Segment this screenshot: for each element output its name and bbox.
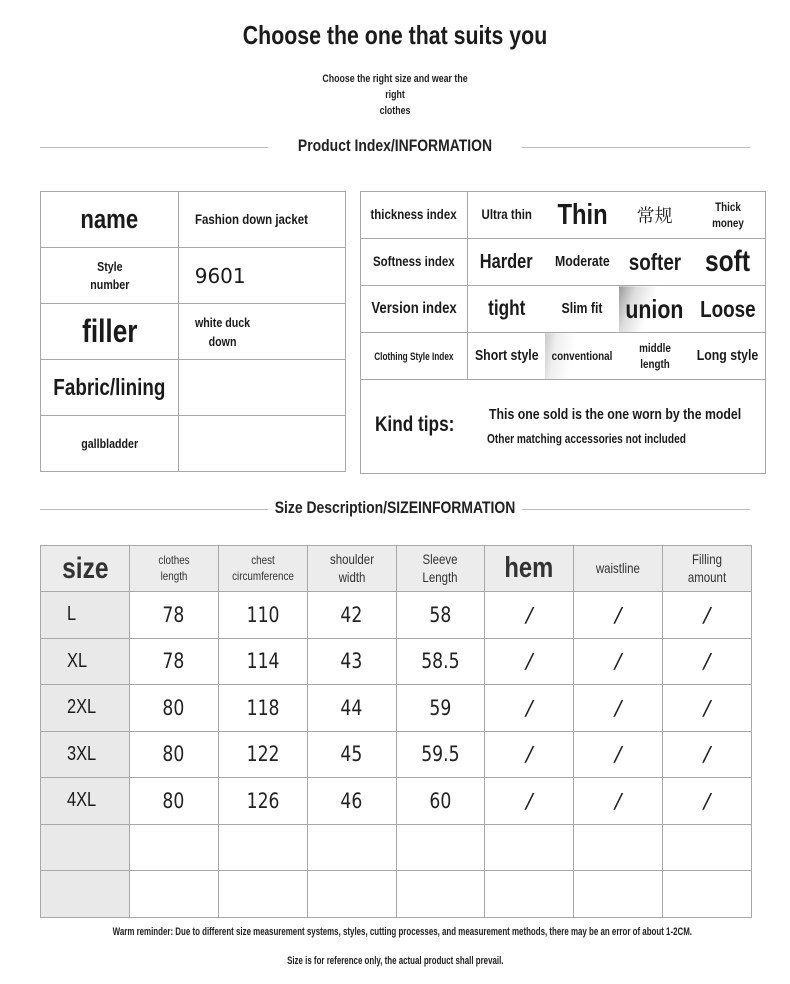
info-value — [178, 416, 345, 472]
index-option: Loose — [690, 286, 766, 333]
index-option: Moderate — [545, 239, 619, 286]
product-info-table — [40, 191, 346, 472]
value-cell: 122 — [218, 731, 307, 778]
index-option: Long style — [690, 333, 766, 380]
size-cell — [41, 824, 130, 871]
value-cell: 80 — [129, 685, 218, 732]
value-cell: / — [663, 731, 752, 778]
warm-reminder: Warm reminder: Due to different size measurement systems, styles, cutting processes, and measurement methods, there may be an error of about 1-2CM. — [112, 926, 693, 938]
table-row — [41, 778, 752, 825]
table-row — [41, 824, 752, 871]
value-cell: 42 — [307, 592, 396, 639]
column-header: waistline — [574, 546, 663, 592]
column-header: Sleeve Length — [396, 546, 485, 592]
info-label: Fabric/lining — [41, 360, 179, 416]
index-option: 常规 — [619, 192, 690, 239]
index-option: union — [619, 286, 690, 333]
section-heading: Size Description/SIZEINFORMATION — [274, 498, 516, 517]
size-chart-table — [40, 545, 752, 918]
value-cell: / — [485, 778, 574, 825]
index-option: tight — [467, 286, 545, 333]
info-value: white duck down — [178, 304, 345, 360]
value-cell: 78 — [129, 592, 218, 639]
table-row — [41, 416, 346, 472]
value-cell: 80 — [129, 731, 218, 778]
page-title: Choose the one that suits you — [242, 20, 548, 50]
table-row — [361, 239, 766, 286]
value-cell — [218, 824, 307, 871]
index-option: conventional — [545, 333, 619, 380]
value-cell: / — [574, 731, 663, 778]
value-cell: / — [574, 778, 663, 825]
info-value: Fashion down jacket — [178, 192, 345, 248]
value-cell: / — [663, 592, 752, 639]
table-row — [361, 333, 766, 380]
value-cell — [485, 824, 574, 871]
value-cell: 59.5 — [396, 731, 485, 778]
size-description-heading — [0, 498, 790, 522]
table-row — [41, 304, 346, 360]
index-label: thickness index — [361, 192, 468, 239]
product-index-heading — [0, 136, 790, 160]
kind-tips — [361, 380, 766, 474]
info-label: gallbladder — [41, 416, 179, 472]
size-cell: 3XL — [41, 731, 130, 778]
value-cell — [574, 824, 663, 871]
value-cell — [574, 871, 663, 918]
value-cell — [663, 824, 752, 871]
value-cell: 46 — [307, 778, 396, 825]
value-cell — [218, 871, 307, 918]
value-cell: / — [663, 778, 752, 825]
page-subtitle — [315, 71, 475, 119]
value-cell: 80 — [129, 778, 218, 825]
table-header-row — [41, 546, 752, 592]
value-cell: 126 — [218, 778, 307, 825]
value-cell — [307, 871, 396, 918]
index-option: Ultra thin — [467, 192, 545, 239]
index-label: Softness index — [361, 239, 468, 286]
table-row — [41, 731, 752, 778]
value-cell — [396, 871, 485, 918]
column-header: chest circumference — [218, 546, 307, 592]
size-cell: 2XL — [41, 685, 130, 732]
index-option: Thick money — [690, 192, 766, 239]
column-header: Filling amount — [663, 546, 752, 592]
subtitle-line-1: Choose the right size and wear the right — [322, 73, 468, 101]
product-index-table — [360, 191, 766, 474]
section-heading: Product Index/INFORMATION — [297, 136, 493, 155]
index-option: Short style — [467, 333, 545, 380]
info-label: Style number — [41, 248, 179, 304]
info-value: 9601 — [178, 248, 345, 304]
value-cell: / — [663, 638, 752, 685]
column-header: shoulder width — [307, 546, 396, 592]
value-cell: 45 — [307, 731, 396, 778]
column-header: size — [41, 546, 130, 592]
size-cell: XL — [41, 638, 130, 685]
table-row — [41, 192, 346, 248]
table-row — [41, 248, 346, 304]
value-cell: 43 — [307, 638, 396, 685]
value-cell: 114 — [218, 638, 307, 685]
kind-tips-line-2: Other matching accessories not included — [487, 431, 686, 446]
table-row — [361, 380, 766, 474]
value-cell — [129, 871, 218, 918]
table-row — [361, 286, 766, 333]
value-cell: 44 — [307, 685, 396, 732]
index-label: Version index — [361, 286, 468, 333]
table-row — [361, 192, 766, 239]
table-row — [41, 871, 752, 918]
value-cell: / — [574, 685, 663, 732]
table-row — [41, 592, 752, 639]
value-cell — [663, 871, 752, 918]
table-row — [41, 638, 752, 685]
reference-note: Size is for reference only, the actual product shall prevail. — [286, 955, 504, 967]
value-cell — [485, 871, 574, 918]
value-cell: 118 — [218, 685, 307, 732]
value-cell — [396, 824, 485, 871]
info-label: name — [41, 192, 179, 248]
value-cell: / — [574, 638, 663, 685]
subtitle-line-2: clothes — [379, 105, 411, 117]
column-header: hem — [485, 546, 574, 592]
table-row — [41, 685, 752, 732]
table-row — [41, 360, 346, 416]
value-cell: / — [663, 685, 752, 732]
size-cell: 4XL — [41, 778, 130, 825]
info-label: filler — [41, 304, 179, 360]
value-cell — [129, 824, 218, 871]
kind-tips-label: Kind tips: — [375, 413, 455, 436]
value-cell — [307, 824, 396, 871]
info-value — [178, 360, 345, 416]
index-option: soft — [690, 239, 766, 286]
value-cell: / — [574, 592, 663, 639]
value-cell: 110 — [218, 592, 307, 639]
value-cell: 78 — [129, 638, 218, 685]
index-option: Thin — [545, 192, 619, 239]
value-cell: / — [485, 731, 574, 778]
kind-tips-line-1: This one sold is the one worn by the model — [489, 406, 742, 423]
value-cell: 58.5 — [396, 638, 485, 685]
value-cell: 59 — [396, 685, 485, 732]
size-cell — [41, 871, 130, 918]
value-cell: / — [485, 685, 574, 732]
size-cell: L — [41, 592, 130, 639]
value-cell: 60 — [396, 778, 485, 825]
value-cell: / — [485, 592, 574, 639]
value-cell: / — [485, 638, 574, 685]
column-header: clothes length — [129, 546, 218, 592]
value-cell: 58 — [396, 592, 485, 639]
index-option: middle length — [619, 333, 690, 380]
index-label: Clothing Style Index — [361, 333, 468, 380]
index-option: softer — [619, 239, 690, 286]
index-option: Harder — [467, 239, 545, 286]
index-option: Slim fit — [545, 286, 619, 333]
